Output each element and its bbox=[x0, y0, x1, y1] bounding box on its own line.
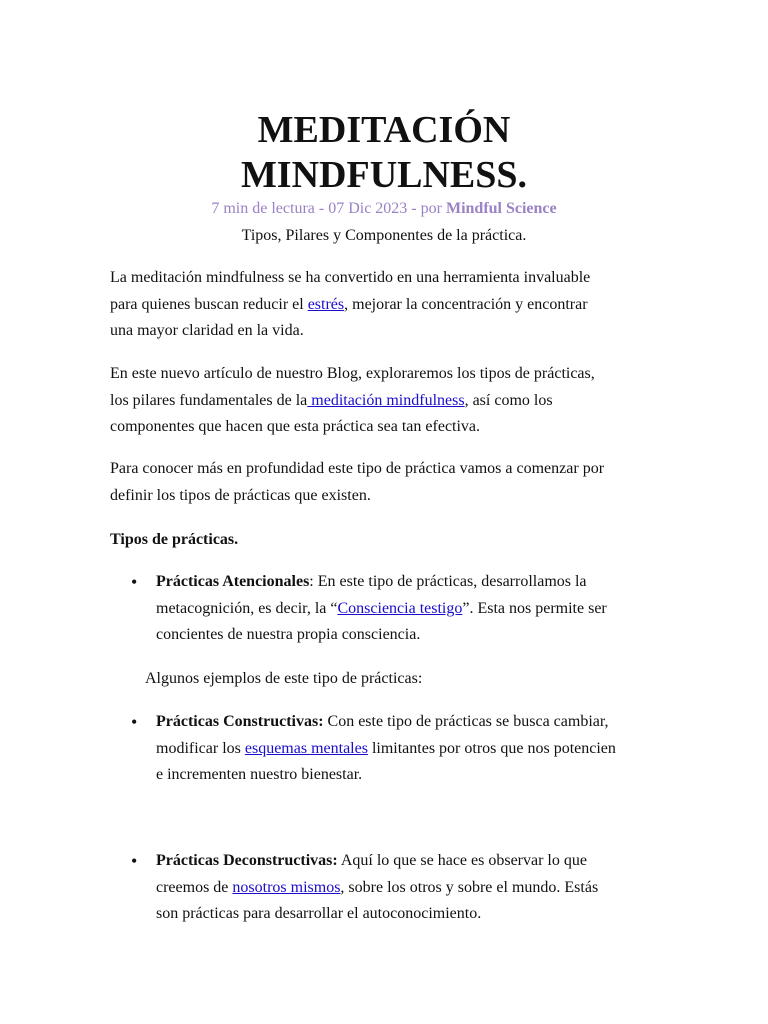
bullet-icon: • bbox=[131, 851, 138, 871]
section-heading: Tipos de prácticas. bbox=[110, 531, 239, 548]
lead-line-2: definir los tipos de prácticas que existen. bbox=[110, 486, 371, 504]
blog-line-2a: los pilares fundamentales de la bbox=[110, 391, 308, 409]
item-line-2a: modificar los bbox=[156, 739, 245, 757]
blog-line-2b: , así como los bbox=[464, 391, 553, 409]
blog-line-3: componentes que hacen que esta práctica sea tan efectiva. bbox=[110, 418, 481, 435]
item-line-1-rest: Aquí lo que se hace es observar lo que bbox=[337, 852, 587, 869]
link-consciencia-testigo[interactable]: Consciencia testigo bbox=[337, 599, 463, 617]
item-term: Prácticas Deconstructivas: bbox=[156, 852, 338, 869]
meta-author: Mindful Science bbox=[445, 200, 557, 217]
intro-line-2a: para quienes buscan reducir el bbox=[110, 295, 308, 313]
title-line-2: MINDFULNESS. bbox=[240, 154, 528, 196]
meta-reading-time-date: 7 min de lectura - 07 Dic 2023 - por bbox=[211, 200, 446, 217]
title-line-1: MEDITACIÓN bbox=[257, 109, 511, 151]
intro-paragraph bbox=[110, 265, 670, 345]
item-line-1-rest: : En este tipo de prácticas, desarrollamos la bbox=[309, 573, 587, 590]
list-item-deconstructivas bbox=[156, 848, 666, 928]
intro-line-2b: , mejorar la concentración y encontrar bbox=[344, 295, 588, 313]
link-estres[interactable]: estrés bbox=[307, 295, 345, 313]
item-line-1-rest: Con este tipo de prácticas se busca cambiar, bbox=[323, 713, 609, 730]
item-line-2a: creemos de bbox=[156, 878, 233, 896]
article-subtitle: Tipos, Pilares y Componentes de la práctica. bbox=[241, 227, 527, 244]
item-line-2b: , sobre los otros y sobre el mundo. Estás bbox=[340, 878, 599, 896]
blog-line-1: En este nuevo artículo de nuestro Blog, exploraremos los tipos de prácticas, bbox=[110, 365, 595, 382]
list-item-atencionales bbox=[156, 569, 666, 649]
examples-label: Algunos ejemplos de este tipo de prácticas: bbox=[145, 670, 423, 687]
lead-paragraph bbox=[110, 456, 670, 509]
item-term: Prácticas Atencionales bbox=[156, 573, 310, 590]
lead-line-1: Para conocer más en profundidad este tipo de práctica vamos a comenzar por bbox=[110, 460, 605, 477]
article-meta bbox=[0, 198, 768, 220]
article-title bbox=[0, 108, 768, 198]
item-line-3: e incrementen nuestro bienestar. bbox=[156, 766, 363, 783]
item-line-2a: metacognición, es decir, la “ bbox=[156, 599, 338, 617]
link-meditacion-mindfulness[interactable]: meditación mindfulness bbox=[307, 391, 465, 409]
blog-paragraph bbox=[110, 361, 670, 441]
intro-line-1: La meditación mindfulness se ha convertido en una herramienta invaluable bbox=[110, 269, 591, 286]
bullet-icon: • bbox=[131, 712, 138, 732]
link-nosotros-mismos[interactable]: nosotros mismos bbox=[232, 878, 341, 896]
item-term: Prácticas Constructivas: bbox=[156, 713, 324, 730]
bullet-icon: • bbox=[131, 572, 138, 592]
item-line-3: concientes de nuestra propia consciencia. bbox=[156, 626, 421, 643]
item-line-2b: ”. Esta nos permite ser bbox=[462, 599, 607, 617]
intro-line-3: una mayor claridad en la vida. bbox=[110, 322, 304, 339]
item-line-2b: limitantes por otros que nos potencien bbox=[367, 739, 616, 757]
item-line-3: son prácticas para desarrollar el autoconocimiento. bbox=[156, 905, 482, 922]
list-item-constructivas bbox=[156, 709, 666, 789]
link-esquemas-mentales[interactable]: esquemas mentales bbox=[244, 739, 368, 757]
